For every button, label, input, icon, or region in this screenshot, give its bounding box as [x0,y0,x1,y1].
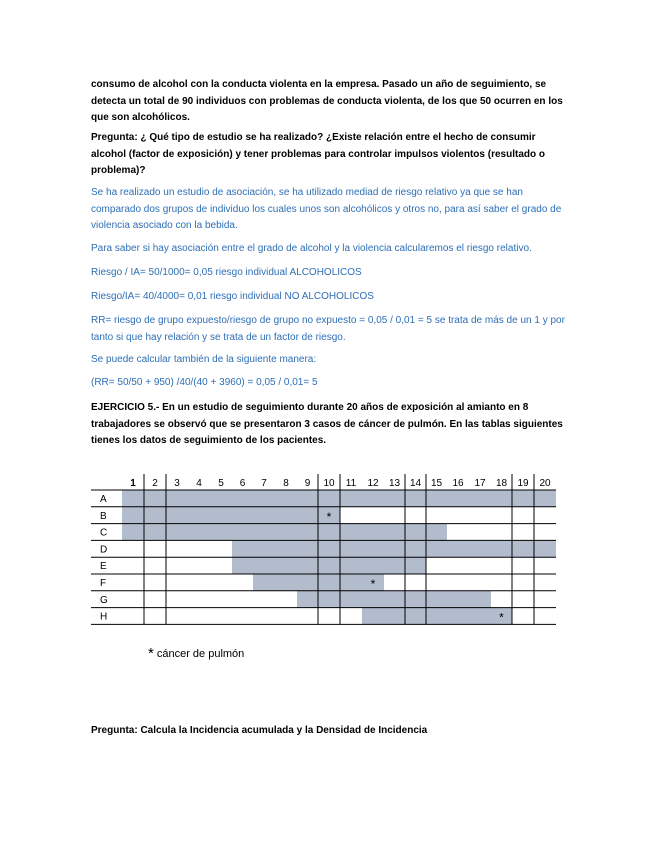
row-label-h: H [100,611,108,623]
follow-up-bar-b [122,507,340,524]
year-header-4: 4 [196,478,202,489]
cancer-event-marker-b: * [326,509,332,524]
row-label-c: C [100,527,108,539]
row-label-g: G [100,594,108,606]
answer-paragraph-2: Para saber si hay asociación entre el grado de alcohol y la violencia calcularemos el riesgo relativo. [91,243,532,254]
intro-paragraph: consumo de alcohol con la conducta violenta en la empresa. Pasado un año de seguimiento, se detecta un total de 90 individuos con problemas de conducta violenta, de los que 50 ocurren en los que son alcohólicos. [91,79,563,123]
year-header-1: 1 [130,478,136,489]
year-header-17: 17 [474,478,486,489]
footnote-asterisk: * [148,645,154,662]
answer-paragraph-7: (RR= 50/50 + 950) /40/(40 + 3960) = 0,05 / 0,01= 5 [91,377,318,388]
year-header-14: 14 [409,478,422,489]
follow-up-bar-g [297,591,491,608]
answer-paragraph-6: Se puede calcular también de la siguiente manera: [91,354,317,365]
exercise-paragraph: EJERCICIO 5.- En un estudio de seguimiento durante 20 años de exposición al amianto en 8 trabajadores se observó que se presentaron 3 casos de cáncer de pulmón. En las tablas siguientes tienes los datos de seguimiento de los pacientes. [91,402,563,446]
row-label-d: D [100,544,108,556]
row-label-a: A [100,494,107,505]
year-header-5: 5 [218,478,224,489]
follow-up-bar-e [232,557,426,574]
follow-up-bar-c [122,524,447,541]
row-label-b: B [100,510,107,522]
footnote-text: cáncer de pulmón [156,648,245,660]
year-header-3: 3 [174,478,180,489]
year-header-11: 11 [345,478,357,489]
follow-up-bar-h [362,608,512,625]
answer-paragraph-5: RR= riesgo de grupo expuesto/riesgo de grupo no expuesto = 0,05 / 0,01 = 5 se trata de más de un 1 y por tanto si que hay relación y se trata de un factor de riesgo. [91,315,565,343]
cancer-event-marker-h: * [499,610,504,625]
year-header-9: 9 [304,478,311,489]
question-2: Pregunta: Calcula la Incidencia acumulada y la Densidad de Incidencia [91,725,428,736]
cancer-event-marker-f: * [370,577,376,591]
year-header-13: 13 [388,478,401,489]
year-header-19: 19 [517,478,529,489]
row-label-e: E [100,561,107,573]
year-header-2: 2 [152,478,158,489]
year-header-8: 8 [283,478,289,489]
year-header-15: 15 [430,478,443,489]
follow-up-bar-a [122,490,556,507]
year-header-12: 12 [367,478,379,489]
year-header-7: 7 [261,478,267,489]
year-header-18: 18 [495,478,508,489]
question-1: Pregunta: ¿ Qué tipo de estudio se ha realizado? ¿Existe relación entre el hecho de consumir alcohol (factor de exposición) y tener problemas para controlar impulsos violentos (resultado o problema)? [91,132,545,176]
footnote [148,645,244,662]
year-header-6: 6 [239,478,246,489]
answer-paragraph-4: Riesgo/IA= 40/4000= 0,01 riesgo individual NO ALCOHOLICOS [91,291,374,302]
year-header-20: 20 [539,478,551,489]
row-label-f: F [100,578,107,589]
year-header-10: 10 [323,478,335,489]
follow-up-bar-d [232,540,556,557]
answer-paragraph-1: Se ha realizado un estudio de asociación, se ha utilizado mediad de riesgo relativo ya que se han comparado dos grupos de individuo los cuales unos son alcohólicos y otros no, para así saber el grado de violencia asociado con la bebida. [91,187,562,231]
year-header-16: 16 [452,478,464,489]
answer-paragraph-3: Riesgo / IA= 50/1000= 0,05 riesgo individual ALCOHOLICOS [91,267,362,278]
follow-up-table [91,474,563,626]
